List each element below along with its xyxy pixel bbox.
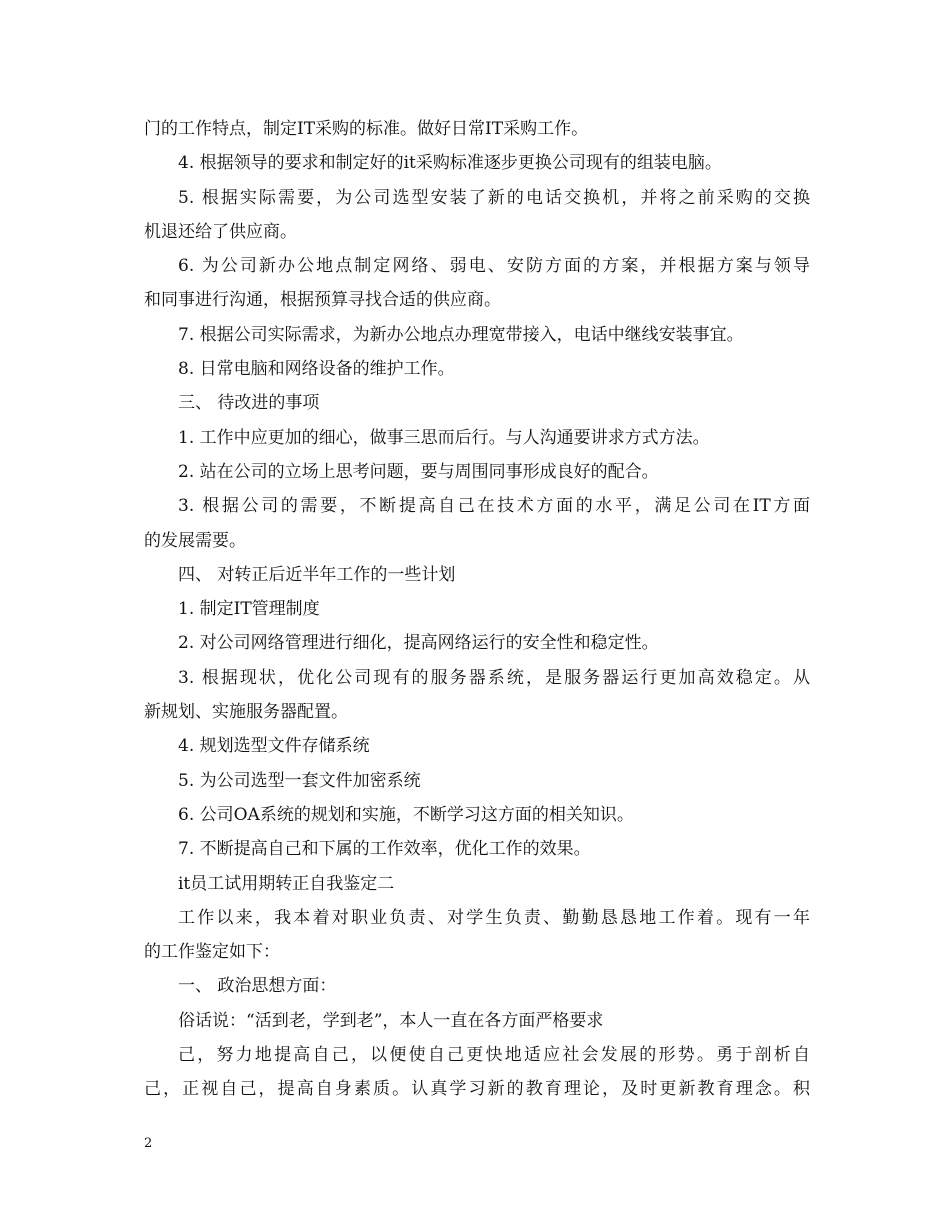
list-item: 4. 根据领导的要求和制定好的it采购标准逐步更换公司现有的组装电脑。 xyxy=(178,153,722,174)
paragraph-line: 工作以来，我本着对职业负责、对学生负责、勤勤恳恳地工作着。现有一年 xyxy=(178,907,810,928)
paragraph-line: 机退还给了供应商。 xyxy=(144,221,297,242)
list-item: 1. 制定IT管理制度 xyxy=(178,599,320,620)
paragraph-line: 新规划、实施服务器配置。 xyxy=(144,702,348,723)
list-item: 6. 公司OA系统的规划和实施，不断学习这方面的相关知识。 xyxy=(178,804,634,825)
paragraph-line: 的工作鉴定如下： xyxy=(144,942,280,963)
list-item: 1. 工作中应更加的细心，做事三思而后行。与人沟通要讲求方式方法。 xyxy=(178,427,710,448)
list-item: 3. 根据公司的需要，不断提高自己在技术方面的水平，满足公司在IT方面 xyxy=(178,496,810,517)
page-number: 2 xyxy=(144,1136,153,1151)
list-item: 2. 对公司网络管理进行细化，提高网络运行的安全性和稳定性。 xyxy=(178,633,659,654)
paragraph-line: 门的工作特点，制定IT采购的标准。做好日常IT采购工作。 xyxy=(144,119,589,139)
paragraph-line: 和同事进行沟通，根据预算寻找合适的供应商。 xyxy=(144,290,501,311)
list-item: 8. 日常电脑和网络设备的维护工作。 xyxy=(178,359,455,380)
document-subtitle: it员工试用期转正自我鉴定二 xyxy=(178,873,395,894)
list-item: 3. 根据现状，优化公司现有的服务器系统，是服务器运行更加高效稳定。从 xyxy=(178,667,810,688)
section-heading: 三、 待改进的事项 xyxy=(178,393,320,414)
section-heading: 四、 对转正后近半年工作的一些计划 xyxy=(178,564,456,585)
list-item: 2. 站在公司的立场上思考问题，要与周围同事形成良好的配合。 xyxy=(178,461,659,482)
section-heading: 一、 政治思想方面： xyxy=(178,976,337,997)
paragraph-line: 的发展需要。 xyxy=(144,530,246,551)
paragraph-line: 己，正视自己，提高自身素质。认真学习新的教育理论，及时更新教育理念。积 xyxy=(144,1079,810,1100)
list-item: 6. 为公司新办公地点制定网络、弱电、安防方面的方案，并根据方案与领导 xyxy=(178,256,810,277)
list-item: 7. 不断提高自己和下属的工作效率，优化工作的效果。 xyxy=(178,839,591,860)
list-item: 4. 规划选型文件存储系统 xyxy=(178,736,370,757)
list-item: 5. 根据实际需要，为公司选型安装了新的电话交换机，并将之前采购的交换 xyxy=(178,187,810,208)
list-item: 7. 根据公司实际需求，为新办公地点办理宽带接入，电话中继线安装事宜。 xyxy=(178,324,744,345)
paragraph-line: 俗话说：“活到老，学到老”，本人一直在各方面严格要求 xyxy=(178,1010,604,1031)
list-item: 5. 为公司选型一套文件加密系统 xyxy=(178,770,421,791)
paragraph-line: 己，努力地提高自己，以便使自己更快地适应社会发展的形势。勇于剖析自 xyxy=(178,1045,810,1066)
document-body xyxy=(144,112,810,1107)
